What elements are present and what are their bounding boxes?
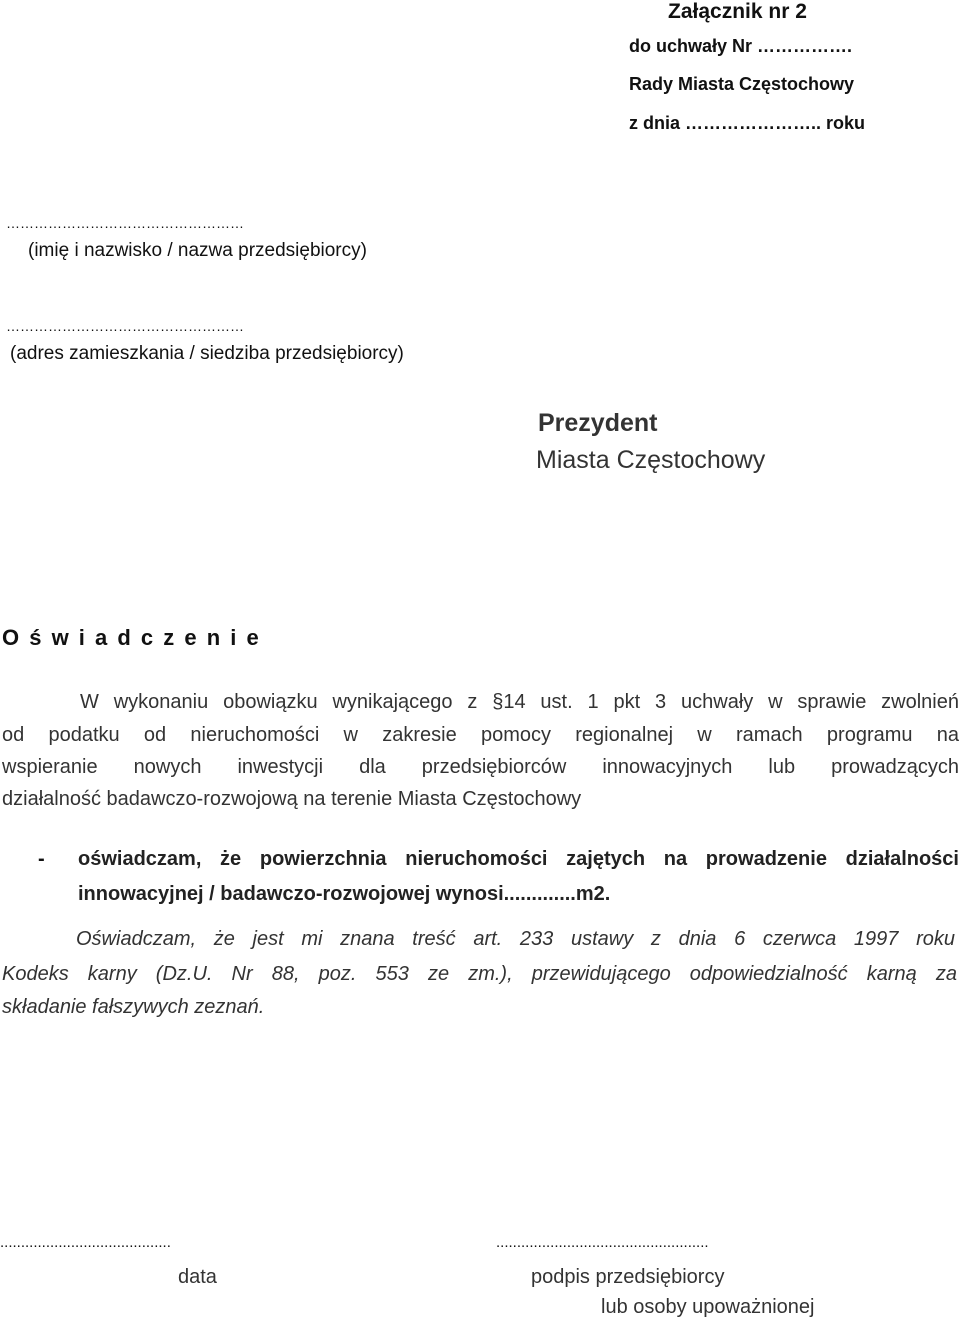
paragraph-line-1: W wykonaniu obowiązku wynikającego z §14 ust. 1 pkt 3 uchwały w sprawie zwolnień xyxy=(80,691,959,713)
date-label: data xyxy=(178,1266,217,1288)
declaration-bullet: - xyxy=(38,848,45,870)
name-fill-line: …………………………………………… xyxy=(6,215,244,231)
addressee-title: Prezydent xyxy=(538,409,658,437)
council-name-line: Rady Miasta Częstochowy xyxy=(629,74,855,94)
attachment-title: Załącznik nr 2 xyxy=(668,0,807,23)
signature-fill-line: ................................................... xyxy=(496,1234,709,1251)
resolution-date-line: z dnia ………………….. roku xyxy=(629,113,866,133)
addressee-city: Miasta Częstochowy xyxy=(536,446,766,474)
declaration-line-1: oświadczam, że powierzchnia nieruchomości zajętych na prowadzenie działalności xyxy=(78,848,959,870)
signature-label-authorized: lub osoby upoważnionej xyxy=(601,1296,815,1318)
name-caption: (imię i nazwisko / nazwa przedsiębiorcy) xyxy=(28,240,367,261)
statement-line-1: Oświadczam, że jest mi znana treść art. 233 ustawy z dnia 6 czerwca 1997 roku xyxy=(76,928,955,950)
statement-line-2: Kodeks karny (Dz.U. Nr 88, poz. 553 ze zm.), przewidującego odpowiedzialność karną za xyxy=(2,963,957,985)
document-heading: O ś w i a d c z e n i e xyxy=(2,625,261,650)
paragraph-line-4: działalność badawczo-rozwojową na terenie Miasta Częstochowy xyxy=(2,788,582,810)
date-fill-line: ......................................... xyxy=(0,1234,171,1251)
signature-label: podpis przedsiębiorcy xyxy=(531,1266,725,1288)
address-fill-line: …………………………………………… xyxy=(6,318,244,334)
declaration-line-2: innowacyjnej / badawczo-rozwojowej wynosi.............m2. xyxy=(78,883,611,905)
resolution-number-line: do uchwały Nr ……………. xyxy=(629,36,853,56)
address-caption: (adres zamieszkania / siedziba przedsiębiorcy) xyxy=(10,343,404,364)
statement-line-3: składanie fałszywych zeznań. xyxy=(2,996,265,1018)
paragraph-line-2: od podatku od nieruchomości w zakresie pomocy regionalnej w ramach programu na xyxy=(2,724,959,746)
paragraph-line-3: wspieranie nowych inwestycji dla przedsiębiorców innowacyjnych lub prowadzących xyxy=(2,756,959,778)
